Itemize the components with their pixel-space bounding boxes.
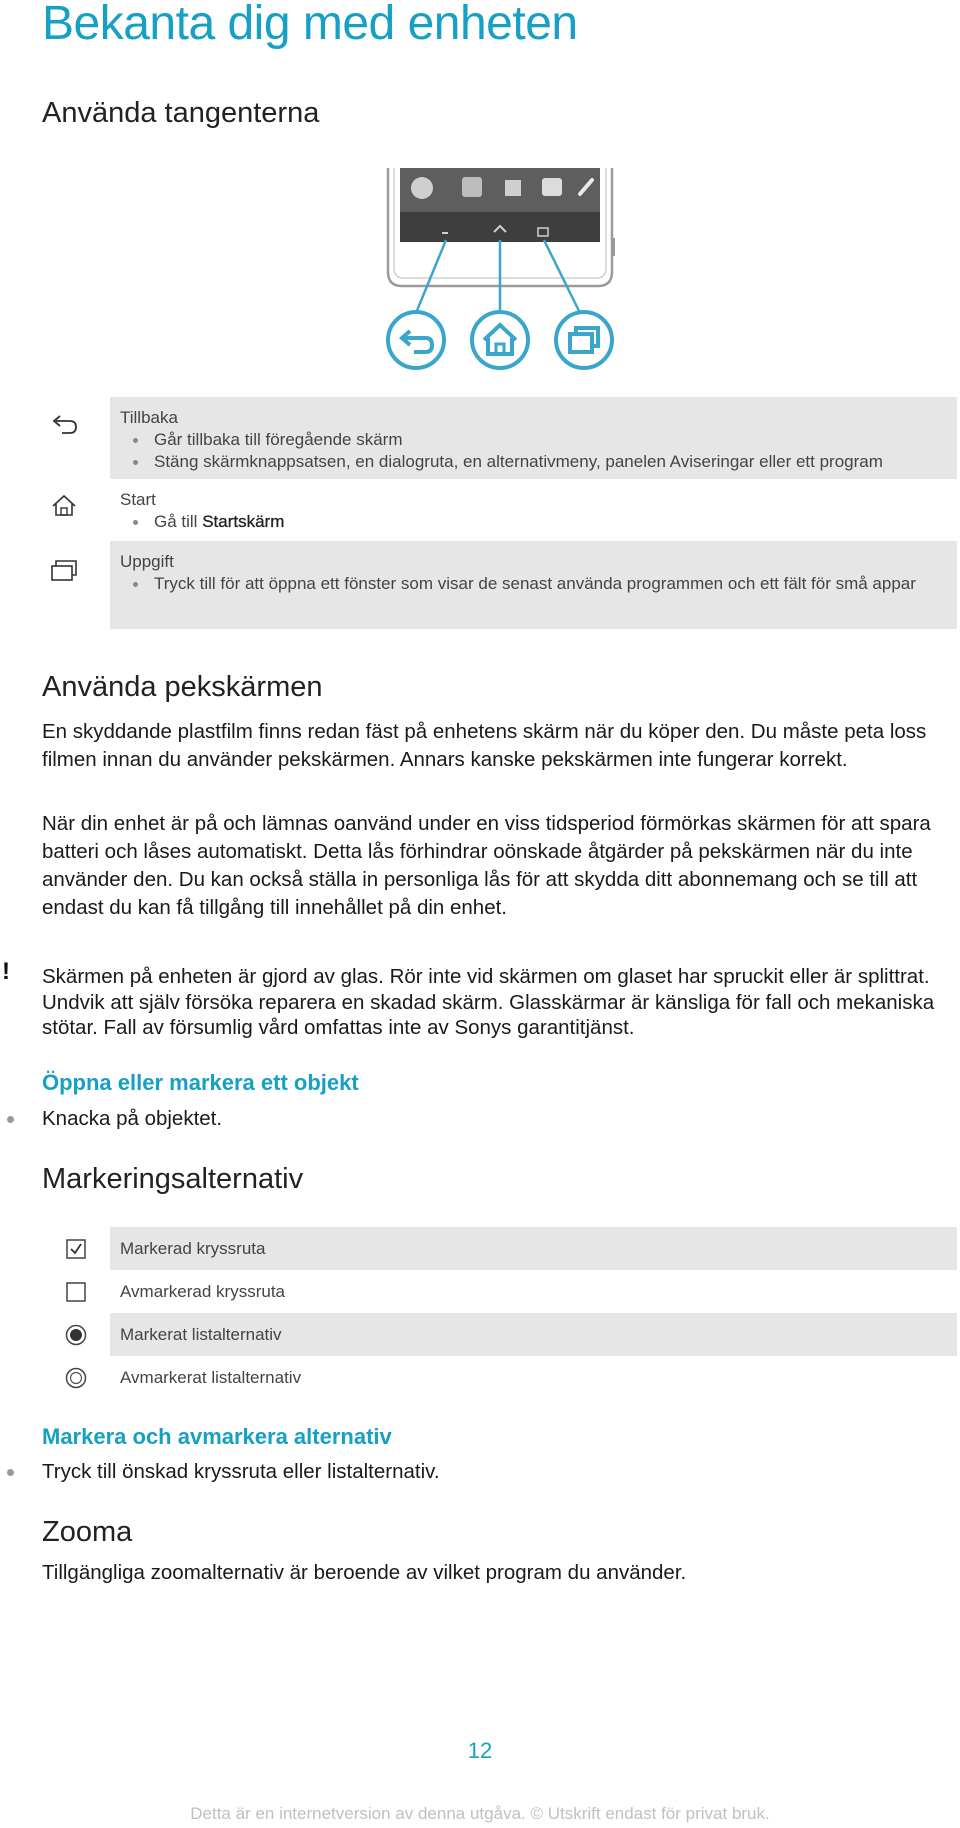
- list-item: [120, 511, 947, 533]
- unselected-radio-icon: [42, 1356, 110, 1399]
- page-number: 12: [467, 1738, 493, 1763]
- list-item-text: Gå till: [154, 512, 203, 531]
- section-heading-keys: Använda tangenterna: [42, 97, 320, 129]
- section-heading-touchscreen: Använda pekskärmen: [42, 671, 323, 703]
- paragraph: Tillgängliga zoomalternativ är beroende av vilket program du använder.: [42, 1561, 687, 1584]
- selection-row: [42, 1313, 957, 1356]
- list-item: Tryck till för att öppna ett fönster som visar de senast använda programmen och ett fält för små appar: [120, 573, 947, 595]
- selection-row: [42, 1270, 957, 1313]
- checked-checkbox-icon: [42, 1227, 110, 1270]
- selection-label: Avmarkerad kryssruta: [120, 1282, 286, 1301]
- section-heading-selection: Markeringsalternativ: [42, 1163, 304, 1195]
- bullet: [7, 1469, 14, 1476]
- warning-icon: !: [2, 958, 10, 985]
- warning-text: Skärmen på enheten är gjord av glas. Rör inte vid skärmen om glaset har spruckit eller är splittrat. Undvik att själv försöka reparera en skadad skärm. Glasskärmar är känsliga för fall och mekaniska stötar. Fall av försumlig vård omfattas inte av Sonys garantitjänst.: [42, 965, 935, 1039]
- key-label-back: Tillbaka: [120, 408, 178, 427]
- paragraph: När din enhet är på och lämnas oanvänd under en viss tidsperiod förmörkas skärmen för att spara batteri och låses automatiskt. Detta lås förhindrar oönskade åtgärder på pekskärmen när du inte använder den. Du kan också ställa in personliga lås för att skydda ditt abonnemang och se till att endast du kan få tillgång till innehållet på din enhet.: [42, 812, 931, 919]
- selection-label: Markerad kryssruta: [110, 1227, 957, 1270]
- paragraph: En skyddande plastfilm finns redan fäst på enhetens skärm när du köper den. Du måste peta loss filmen innan du använder pekskärmen. Annars kanske pekskärmen inte fungerar korrekt.: [42, 720, 927, 771]
- key-row-recent: [42, 541, 957, 629]
- selected-radio-icon: [42, 1313, 110, 1356]
- bullet: [7, 1116, 14, 1123]
- subheading-mark-unmark: Markera och avmarkera alternativ: [42, 1424, 392, 1449]
- key-row-home: [42, 479, 957, 541]
- home-icon: [42, 479, 110, 541]
- key-row-back: [42, 397, 957, 479]
- selection-row: [42, 1227, 957, 1270]
- phone-keys-illustration: [380, 168, 620, 373]
- startscreen-link: Startskärm: [202, 512, 285, 531]
- key-label-recent: Uppgift: [120, 552, 174, 571]
- selection-label: Avmarkerat listalternativ: [120, 1368, 302, 1387]
- back-icon: [42, 397, 110, 479]
- footer-note: Detta är en internetversion av denna utgåva. © Utskrift endast för privat bruk.: [190, 1804, 770, 1823]
- unchecked-checkbox-icon: [42, 1270, 110, 1313]
- selection-row: [42, 1356, 957, 1399]
- list-item: Stäng skärmknappsatsen, en dialogruta, en alternativmeny, panelen Aviseringar eller ett program: [120, 451, 947, 473]
- step-text: Knacka på objektet.: [42, 1107, 223, 1130]
- section-heading-zoom: Zooma: [42, 1516, 133, 1548]
- subheading-open-select: Öppna eller markera ett objekt: [42, 1070, 359, 1095]
- selection-label: Markerat listalternativ: [110, 1313, 957, 1356]
- list-item: Går tillbaka till föregående skärm: [120, 429, 947, 451]
- step-text: Tryck till önskad kryssruta eller listalternativ.: [42, 1460, 440, 1483]
- recent-apps-icon: [42, 541, 110, 629]
- page-title: Bekanta dig med enheten: [42, 0, 578, 50]
- key-label-home: Start: [120, 490, 156, 509]
